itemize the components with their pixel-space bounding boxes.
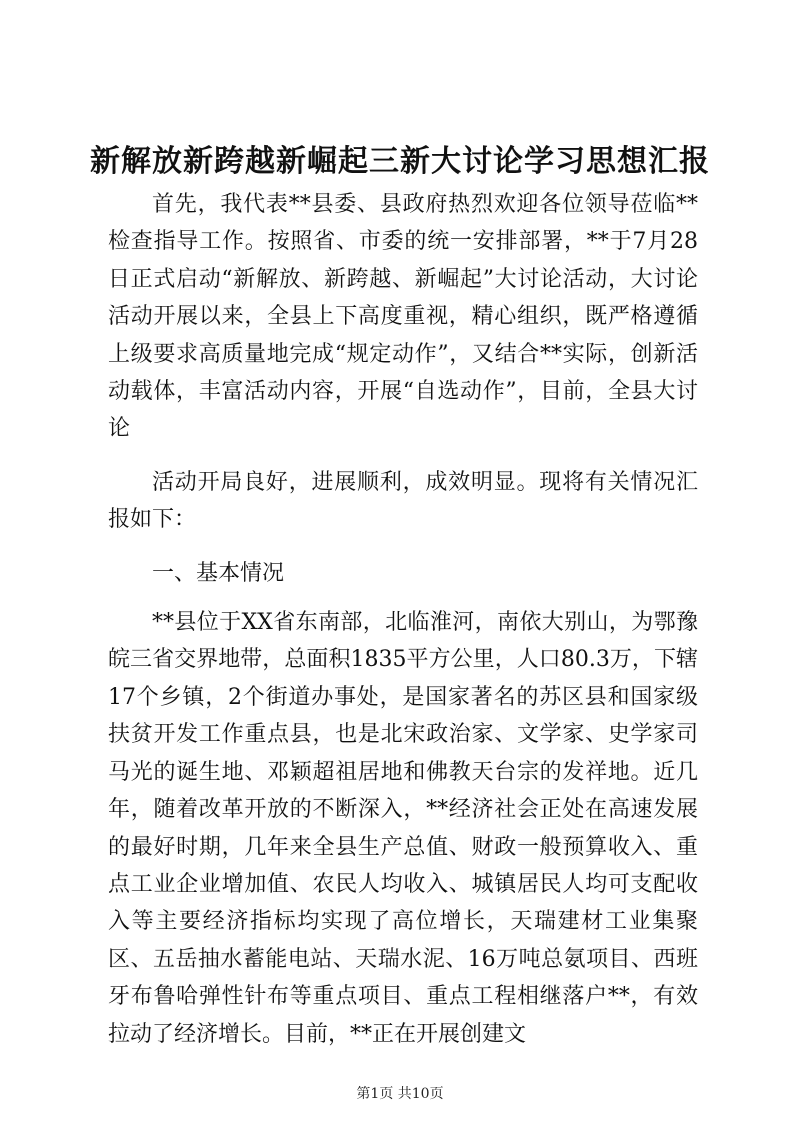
document-body xyxy=(108,186,698,1069)
document-title: 新解放新跨越新崛起三新大讨论学习思想汇报 xyxy=(90,144,710,179)
paragraph-intro: 首先，我代表**县委、县政府热烈欢迎各位领导莅临**检查指导工作。按照省、市委的统一安排部署，**于7月28日正式启动“新解放、新跨越、新崛起”大讨论活动，大讨论活动开展以来，全县上下高度重视，精心组织，既严格遵循上级要求高质量地完成“规定动作”，又结合**实际，创新活动载体，丰富活动内容，开展“自选动作”，目前，全县大讨论 xyxy=(108,192,698,442)
paragraph-county-overview: **县位于XX省东南部，北临淮河，南依大别山，为鄂豫皖三省交界地带，总面积1835平方公里，人口80.3万，下辖17个乡镇，2个街道办事处，是国家著名的苏区县和国家级扶贫开发工作重点县，也是北宋政治家、文学家、史学家司马光的诞生地、邓颖超祖居地和佛教天台宗的发祥地。近几年，随着改革开放的不断深入，**经济社会正处在高速发展的最好时期，几年来全县生产总值、财政一般预算收入、重点工业企业增加值、农民人均收入、城镇居民人均可支配收入等主要经济指标均实现了高位增长，天瑞建材工业集聚区、五岳抽水蓄能电站、天瑞水泥、16万吨总氨项目、西班牙布鲁哈弹性针布等重点项目、重点工程相继落户**，有效拉动了经济增长。目前，**正在开展创建文 xyxy=(108,610,698,1047)
paragraph-summary: 活动开局良好，进展顺利，成效明显。现将有关情况汇报如下： xyxy=(108,469,698,533)
page-number-footer: 第1页 共10页 xyxy=(356,1086,444,1102)
section-heading-basic-situation: 一、基本情况 xyxy=(152,560,285,586)
